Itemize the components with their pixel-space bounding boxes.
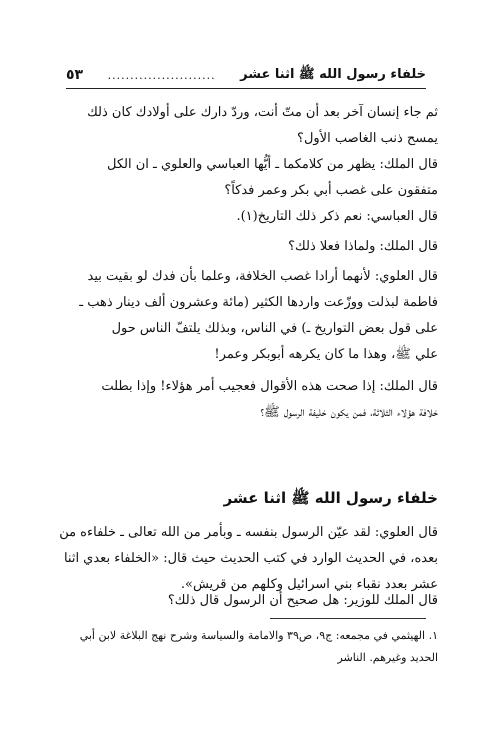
paragraph (56, 374, 438, 426)
page-number: ٥٣ (66, 67, 84, 83)
text-line: علي ﷺ، وهذا ما كان يكرهه أبوبكر وعمر! (214, 347, 438, 362)
paragraph (56, 152, 438, 204)
text-line: فاطمة لبذلت ووزّعت واردها الكثير (مائة وعشرون ألف دينار ذهب ـ (79, 295, 438, 310)
paragraph (56, 204, 438, 230)
text-line: قال العباسي: نعم ذكر ذلك التاريخ(١). (236, 209, 438, 224)
running-header-dots: ........................ (107, 68, 216, 82)
paragraph (56, 588, 438, 614)
paragraph (56, 100, 438, 152)
section-heading: خلفاء رسول الله ﷺ اثنا عشر (223, 489, 438, 507)
text-line: خلافة هؤلاء الثلاثة، فمن يكون خليفة الرسول ﷺ؟ (260, 405, 438, 420)
text-line: ثم جاء إنسان آخر بعد أن متّ أنت، وردّ دارك على أولادك كان ذلك (87, 105, 438, 120)
text-line: بعده، في الحديث الوارد في كتب الحديث حيث قال: «الخلفاء بعدي اثنا (63, 551, 438, 566)
footnote-line: الحديد وغيرهم. الناشر (337, 651, 438, 664)
text-line: على قول بعض التواريخ ـ) في الناس، وبذلك يلتفّ الناس حول (111, 321, 438, 336)
text-line: قال الملك: يظهر من كلامكما ـ أيُّها العباسي والعلوي ـ ان الكل (106, 157, 438, 172)
paragraph (56, 264, 438, 368)
text-line: قال الملك: إذا صحت هذه الأقوال فعجيب أمر هؤلاء! وإذا بطلت (101, 379, 438, 394)
running-header-title: خلفاء رسول الله ﷺ اثنا عشر (240, 66, 426, 82)
text-line: قال العلوي: لقد عيّن الرسول بنفسه ـ وبأمر من الله تعالى ـ خلفاءه من (59, 525, 438, 540)
text-line: قال الملك للوزير: هل صحيح أن الرسول قال ذلك؟ (167, 593, 438, 608)
footnote-line: ١. الهيثمي في مجمعه: ج٩، ص٣٩ والامامة والسياسة وشرح نهج البلاغة لابن أبي (79, 629, 438, 642)
footnote-divider (270, 618, 426, 619)
footnote (56, 625, 438, 669)
text-line: قال الملك: ولماذا فعلا ذلك؟ (288, 239, 438, 254)
text-line: يمسح ذنب الغاصب الأول؟ (297, 131, 438, 146)
text-line: متفقون على غصب أبي بكر وعمر فدكاً؟ (224, 183, 438, 198)
text-line: قال العلوي: لأنهما أرادا غصب الخلافة، وعلما بأن فدك لو بقيت بيد (87, 269, 438, 284)
paragraph (56, 234, 438, 260)
running-header (66, 62, 426, 89)
text-line: عشر بعدد نقباء بني اسرائيل وكلهم من قريش». (180, 577, 438, 592)
paragraph (56, 520, 438, 598)
